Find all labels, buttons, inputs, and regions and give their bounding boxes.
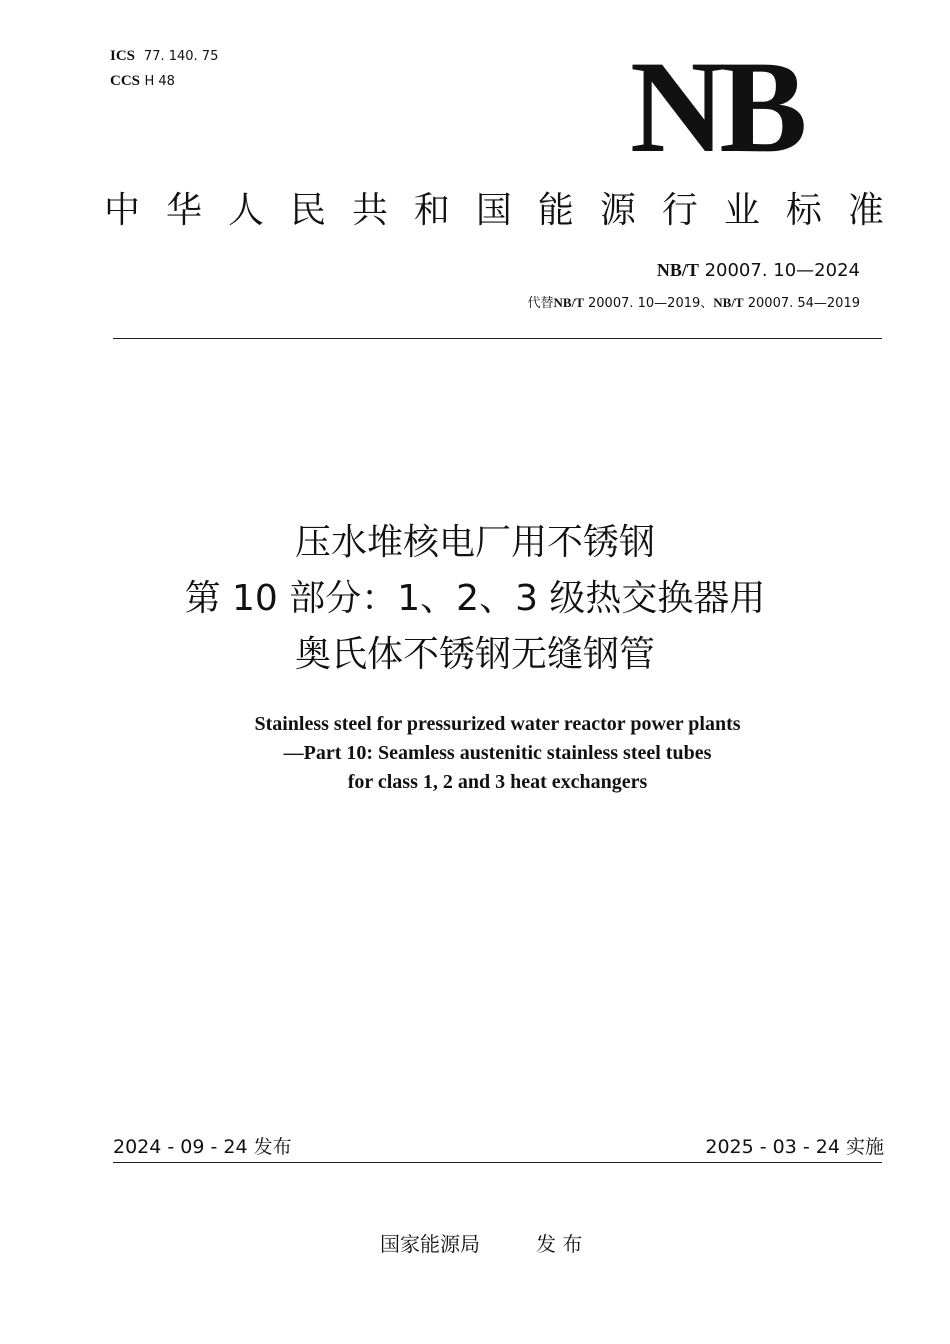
ccs-code [110, 73, 175, 90]
industry-char: 人 [227, 189, 264, 231]
replaces-line [528, 292, 860, 311]
title-cn-line-3: 奥氏体不锈钢无缝钢管 [294, 634, 655, 675]
industry-char: 准 [847, 189, 884, 231]
industry-char: 业 [723, 189, 760, 231]
industry-char: 能 [537, 189, 574, 231]
replaces-prefix-1: NB/T [553, 295, 584, 310]
standard-number [657, 260, 860, 281]
industry-char: 和 [413, 189, 450, 231]
issue-date: 2024 - 09 - 24 发布 [113, 1136, 292, 1158]
industry-char: 民 [289, 189, 326, 231]
industry-char: 华 [165, 189, 202, 231]
standard-prefix: NB/T [656, 260, 699, 280]
replaces-number-2: 20007. 54—2019 [747, 296, 860, 311]
title-cn-line-2: 第 10 部分：1、2、3 级热交换器用 [184, 578, 766, 619]
ics-label: ICS [110, 48, 136, 64]
industry-char: 中 [104, 189, 141, 231]
publisher-name: 国家能源局 [380, 1232, 480, 1256]
replaces-number-1: 20007. 10—2019、 [588, 296, 714, 311]
industry-char: 标 [785, 189, 822, 231]
implementation-date: 2025 - 03 - 24 实施 [705, 1136, 884, 1158]
replaces-label: 代替 [527, 296, 554, 311]
publisher-action: 发 布 [536, 1232, 583, 1256]
industry-char: 共 [351, 189, 388, 231]
replaces-prefix-2: NB/T [713, 295, 744, 310]
footer-divider [113, 1162, 882, 1163]
industry-char: 国 [475, 189, 512, 231]
ccs-value: H 48 [144, 74, 175, 89]
ics-code [110, 48, 218, 65]
header-divider [113, 338, 882, 339]
title-en-line-1: Stainless steel for pressurized water reactor power plants [254, 713, 741, 735]
ccs-label: CCS [110, 73, 141, 89]
title-en-line-3: for class 1, 2 and 3 heat exchangers [347, 771, 648, 793]
industry-char: 源 [599, 189, 636, 231]
title-cn-line-1: 压水堆核电厂用不锈钢 [294, 522, 655, 563]
industry-standard-title [104, 182, 884, 232]
title-en-line-2: —Part 10: Seamless austenitic stainless steel tubes [283, 742, 712, 764]
standard-number-value: 20007. 10—2024 [704, 260, 860, 281]
ics-value: 77. 140. 75 [143, 49, 219, 64]
industry-char: 行 [661, 189, 698, 231]
nb-logo: NB [630, 33, 802, 180]
